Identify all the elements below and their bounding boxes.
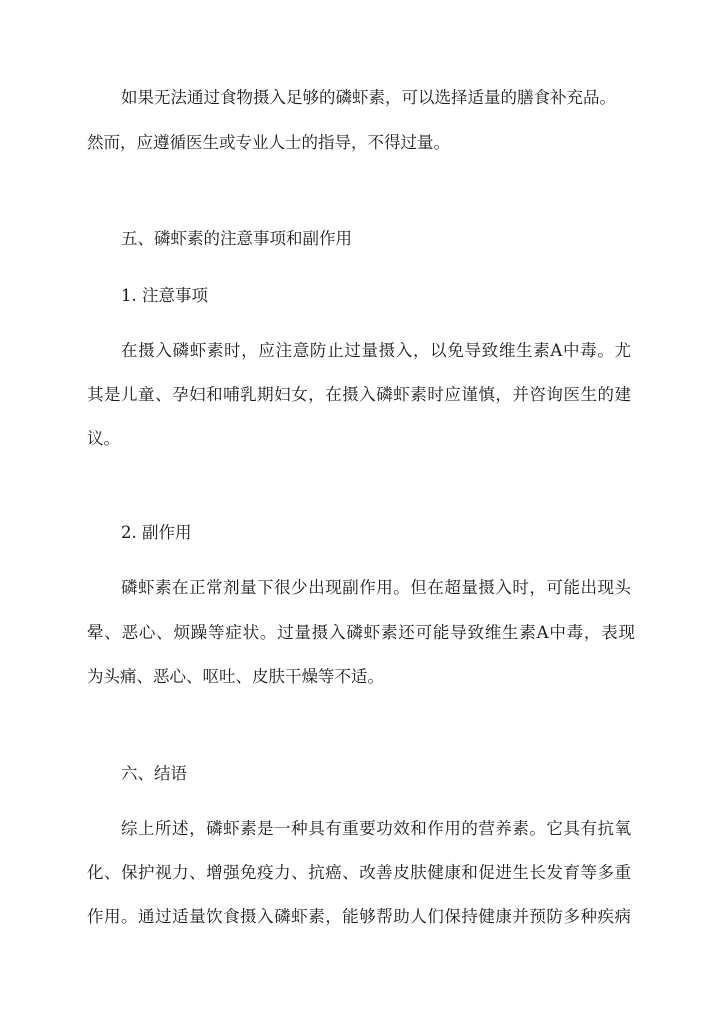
subsection-heading: 1. 注意事项 <box>121 286 208 305</box>
paragraph-line: 化、保护视力、增强免疫力、抗癌、改善皮肤健康和促进生长发育等多重 <box>87 863 631 882</box>
subsection-heading: 2. 副作用 <box>121 523 192 542</box>
paragraph-line: 磷虾素在正常剂量下很少出现副作用。但在超量摄入时，可能出现头 <box>121 578 631 597</box>
section-heading: 六、结语 <box>121 764 187 783</box>
paragraph-line: 如果无法通过食物摄入足够的磷虾素，可以选择适量的膳食补充品。 <box>121 88 616 107</box>
paragraph-line: 晕、恶心、烦躁等症状。过量摄入磷虾素还可能导致维生素A中毒，表现 <box>87 623 635 642</box>
paragraph-line: 作用。通过适量饮食摄入磷虾素，能够帮助人们保持健康并预防多种疾病 <box>87 907 631 926</box>
paragraph-line: 在摄入磷虾素时，应注意防止过量摄入，以免导致维生素A中毒。尤 <box>121 341 631 360</box>
section-heading: 五、磷虾素的注意事项和副作用 <box>121 229 352 248</box>
paragraph-line: 为头痛、恶心、呕吐、皮肤干燥等不适。 <box>87 667 384 686</box>
paragraph-line: 议。 <box>87 429 120 448</box>
paragraph-line: 其是儿童、孕妇和哺乳期妇女，在摄入磷虾素时应谨慎，并咨询医生的建 <box>87 385 631 404</box>
paragraph-line: 综上所述，磷虾素是一种具有重要功效和作用的营养素。它具有抗氧 <box>121 819 631 838</box>
paragraph-line: 然而，应遵循医生或专业人士的指导，不得过量。 <box>87 133 450 152</box>
